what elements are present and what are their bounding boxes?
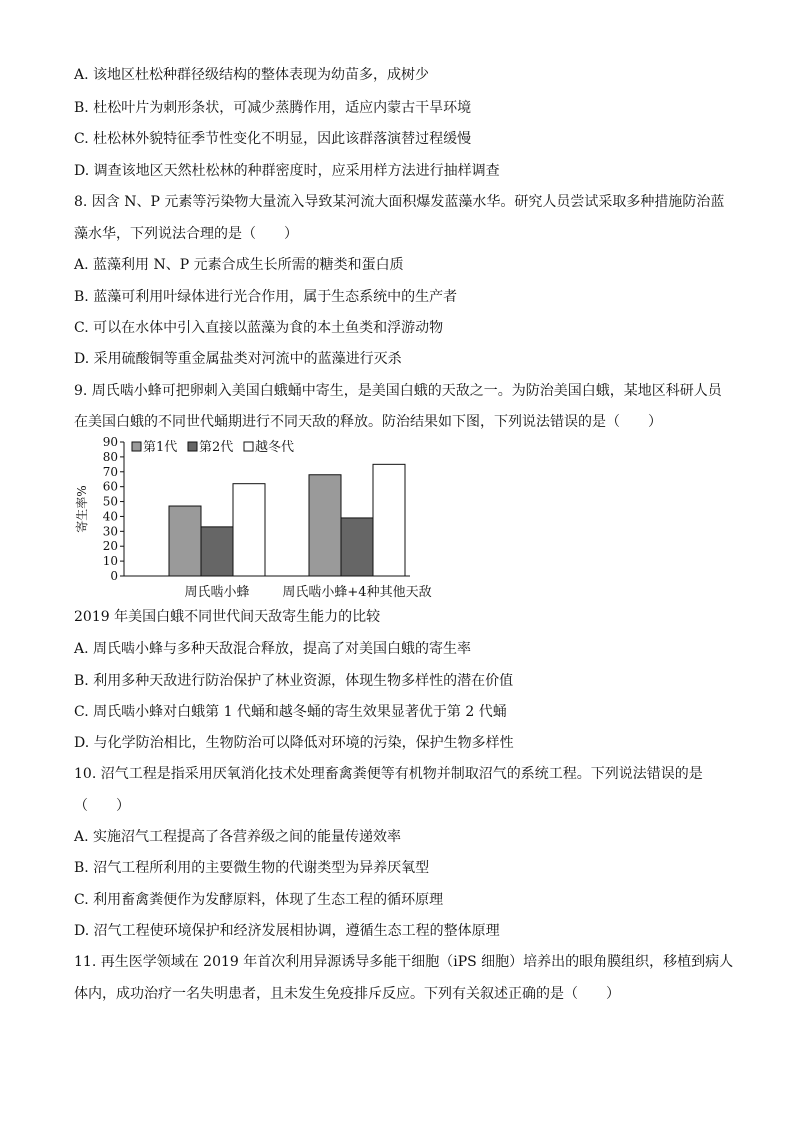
legend-swatch: [244, 442, 253, 451]
q9-option-b: B. 利用多种天敌进行防治保护了林业资源，体现生物多样性的潜在价值: [74, 673, 514, 689]
q9-option-c: C. 周氏啮小蜂对白蛾第 1 代蛹和越冬蛹的寄生效果显著优于第 2 代蛹: [74, 704, 507, 720]
y-tick-label: 30: [102, 524, 118, 539]
x-tick-label: 周氏啮小蜂+4种其他天敌: [282, 585, 432, 600]
y-tick-label: 60: [102, 479, 118, 494]
q9-option-a: A. 周氏啮小蜂与多种天敌混合释放，提高了对美国白蛾的寄生率: [74, 641, 472, 657]
q11-stem-line2: 体内，成功治疗一名失明患者，且未发生免疫排斥反应。下列有关叙述正确的是（ ）: [74, 986, 620, 1002]
legend-swatch: [132, 442, 141, 451]
q8-stem-line1: 8. 因含 N、P 元素等污染物大量流入导致某河流大面积爆发蓝藻水华。研究人员尝试采取多种措施防治蓝: [74, 194, 725, 210]
bar: [341, 518, 373, 576]
q7-option-a: A. 该地区杜松种群径级结构的整体表现为幼苗多，成树少: [74, 67, 430, 83]
y-tick-label: 80: [102, 449, 118, 464]
y-tick-label: 10: [102, 554, 118, 569]
parasitism-bar-chart: [74, 436, 434, 602]
y-tick-label: 0: [110, 569, 118, 583]
q8-stem-line2: 藻水华，下列说法合理的是（ ）: [74, 226, 298, 242]
q8-option-d: D. 采用硫酸铜等重金属盐类对河流中的蓝藻进行灭杀: [74, 351, 402, 367]
legend-label: 第1代: [143, 440, 178, 455]
q10-option-b: B. 沼气工程所利用的主要微生物的代谢类型为异养厌氧型: [74, 860, 430, 876]
y-tick-label: 50: [102, 494, 118, 509]
q7-option-c: C. 杜松林外貌特征季节性变化不明显，因此该群落演替过程缓慢: [74, 131, 472, 147]
legend-swatch: [188, 442, 197, 451]
q7-option-d: D. 调查该地区天然杜松林的种群密度时，应采用样方法进行抽样调查: [74, 163, 500, 179]
y-tick-label: 40: [102, 509, 118, 524]
chart-caption: 2019 年美国白蛾不同世代间天敌寄生能力的比较: [74, 609, 381, 625]
q10-stem-line2: （ ）: [74, 798, 130, 814]
q9-stem-line1: 9. 周氏啮小蜂可把卵刺入美国白蛾蛹中寄生，是美国白蛾的天敌之一。为防治美国白蛾，某地区科研人员: [74, 383, 722, 399]
q10-stem-line1: 10. 沼气工程是指采用厌氧消化技术处理畜禽粪便等有机物并制取沼气的系统工程。下列说法错误的是: [74, 766, 703, 782]
y-axis-label: 寄生率%: [75, 485, 89, 533]
q10-option-d: D. 沼气工程使环境保护和经济发展相协调，遵循生态工程的整体原理: [74, 923, 500, 939]
chart-bars: [169, 464, 405, 576]
q8-option-b: B. 蓝藻可利用叶绿体进行光合作用，属于生态系统中的生产者: [74, 289, 458, 305]
y-tick-label: 20: [102, 539, 118, 554]
bar: [233, 484, 265, 576]
bar: [201, 527, 233, 576]
y-tick-label: 70: [102, 464, 118, 479]
bar: [309, 475, 341, 576]
bar: [169, 506, 201, 576]
legend-label: 越冬代: [255, 440, 295, 455]
q9-stem-line2: 在美国白蛾的不同世代蛹期进行不同天敌的释放。防治结果如下图，下列说法错误的是（ ）: [74, 414, 662, 430]
q10-option-a: A. 实施沼气工程提高了各营养级之间的能量传递效率: [74, 829, 402, 845]
q8-option-c: C. 可以在水体中引入直接以蓝藻为食的本土鱼类和浮游动物: [74, 320, 444, 336]
q10-option-c: C. 利用畜禽粪便作为发酵原料，体现了生态工程的循环原理: [74, 892, 444, 908]
q7-option-b: B. 杜松叶片为刺形条状，可减少蒸腾作用，适应内蒙古干旱环境: [74, 100, 472, 116]
y-tick-label: 90: [102, 436, 118, 449]
q11-stem-line1: 11. 再生医学领域在 2019 年首次利用异源诱导多能干细胞（iPS 细胞）培养出的眼角膜组织，移植到病人: [74, 954, 734, 970]
q9-option-d: D. 与化学防治相比，生物防治可以降低对环境的污染，保护生物多样性: [74, 735, 514, 751]
x-tick-label: 周氏啮小蜂: [184, 585, 250, 600]
legend-label: 第2代: [199, 440, 234, 455]
chart-legend: [132, 439, 294, 455]
bar: [373, 464, 405, 576]
q8-option-a: A. 蓝藻利用 N、P 元素合成生长所需的糖类和蛋白质: [74, 257, 404, 273]
chart-svg: [74, 436, 434, 602]
